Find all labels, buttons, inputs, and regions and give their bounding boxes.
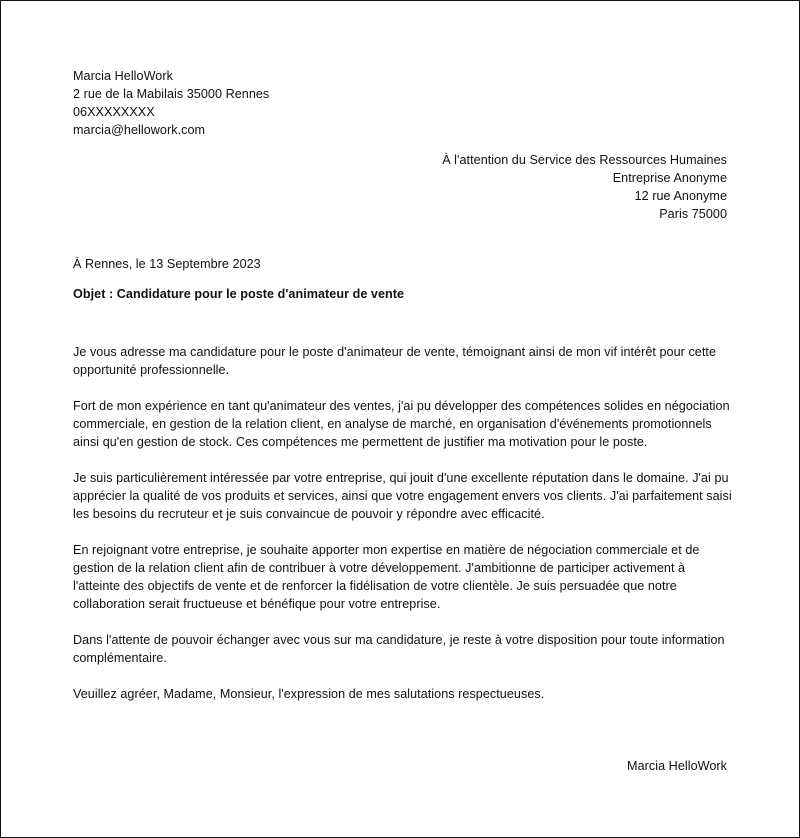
sender-name: Marcia HelloWork	[73, 69, 173, 83]
recipient-street: 12 rue Anonyme	[634, 189, 727, 203]
sender-block	[73, 67, 269, 139]
date-line: À Rennes, le 13 Septembre 2023	[73, 257, 261, 271]
body-paragraph: Fort de mon expérience en tant qu'animateur des ventes, j'ai pu développer des compétences solides en négociation commerciale, en gestion de la relation client, en analyse de marché, en organisation d'événements promotionnels ainsi qu'en gestion de stock. Ces compétences me permettent de justifier ma motivation pour le poste.	[73, 399, 730, 449]
body-paragraph: Dans l'attente de pouvoir échanger avec vous sur ma candidature, je reste à votre disposition pour toute information complémentaire.	[73, 633, 725, 665]
sender-phone: 06XXXXXXXX	[73, 105, 155, 119]
recipient-company: Entreprise Anonyme	[612, 171, 727, 185]
sender-email: marcia@hellowork.com	[73, 123, 206, 137]
letter-body	[73, 343, 733, 703]
recipient-city: Paris 75000	[659, 207, 727, 221]
signature: Marcia HelloWork	[627, 759, 727, 773]
body-paragraph: En rejoignant votre entreprise, je souhaite apporter mon expertise en matière de négociation commerciale et de gestion de la relation client afin de contribuer à votre développement. J'ambitionne de participer activement à l'atteinte des objectifs de vente et de renforcer la fidélisation de votre clientèle. Je suis persuadée que notre collaboration serait fructueuse et bénéfique pour votre entreprise.	[73, 543, 700, 611]
recipient-block	[442, 151, 727, 223]
body-paragraph: Je suis particulièrement intéressée par votre entreprise, qui jouit d'une excellente réputation dans le domaine. J'ai pu apprécier la qualité de vos produits et services, ainsi que votre engagement envers vos clients. J'ai parfaitement saisi les besoins du recruteur et je suis convaincue de pouvoir y répondre avec efficacité.	[73, 471, 732, 521]
closing-paragraph: Veuillez agréer, Madame, Monsieur, l'expression de mes salutations respectueuses.	[73, 687, 545, 701]
subject-line: Objet : Candidature pour le poste d'animateur de vente	[73, 287, 405, 301]
sender-address: 2 rue de la Mabilais 35000 Rennes	[73, 87, 270, 101]
body-paragraph: Je vous adresse ma candidature pour le poste d'animateur de vente, témoignant ainsi de mon vif intérêt pour cette opportunité professionnelle.	[73, 345, 717, 377]
recipient-attention: À l'attention du Service des Ressources Humaines	[442, 153, 727, 167]
